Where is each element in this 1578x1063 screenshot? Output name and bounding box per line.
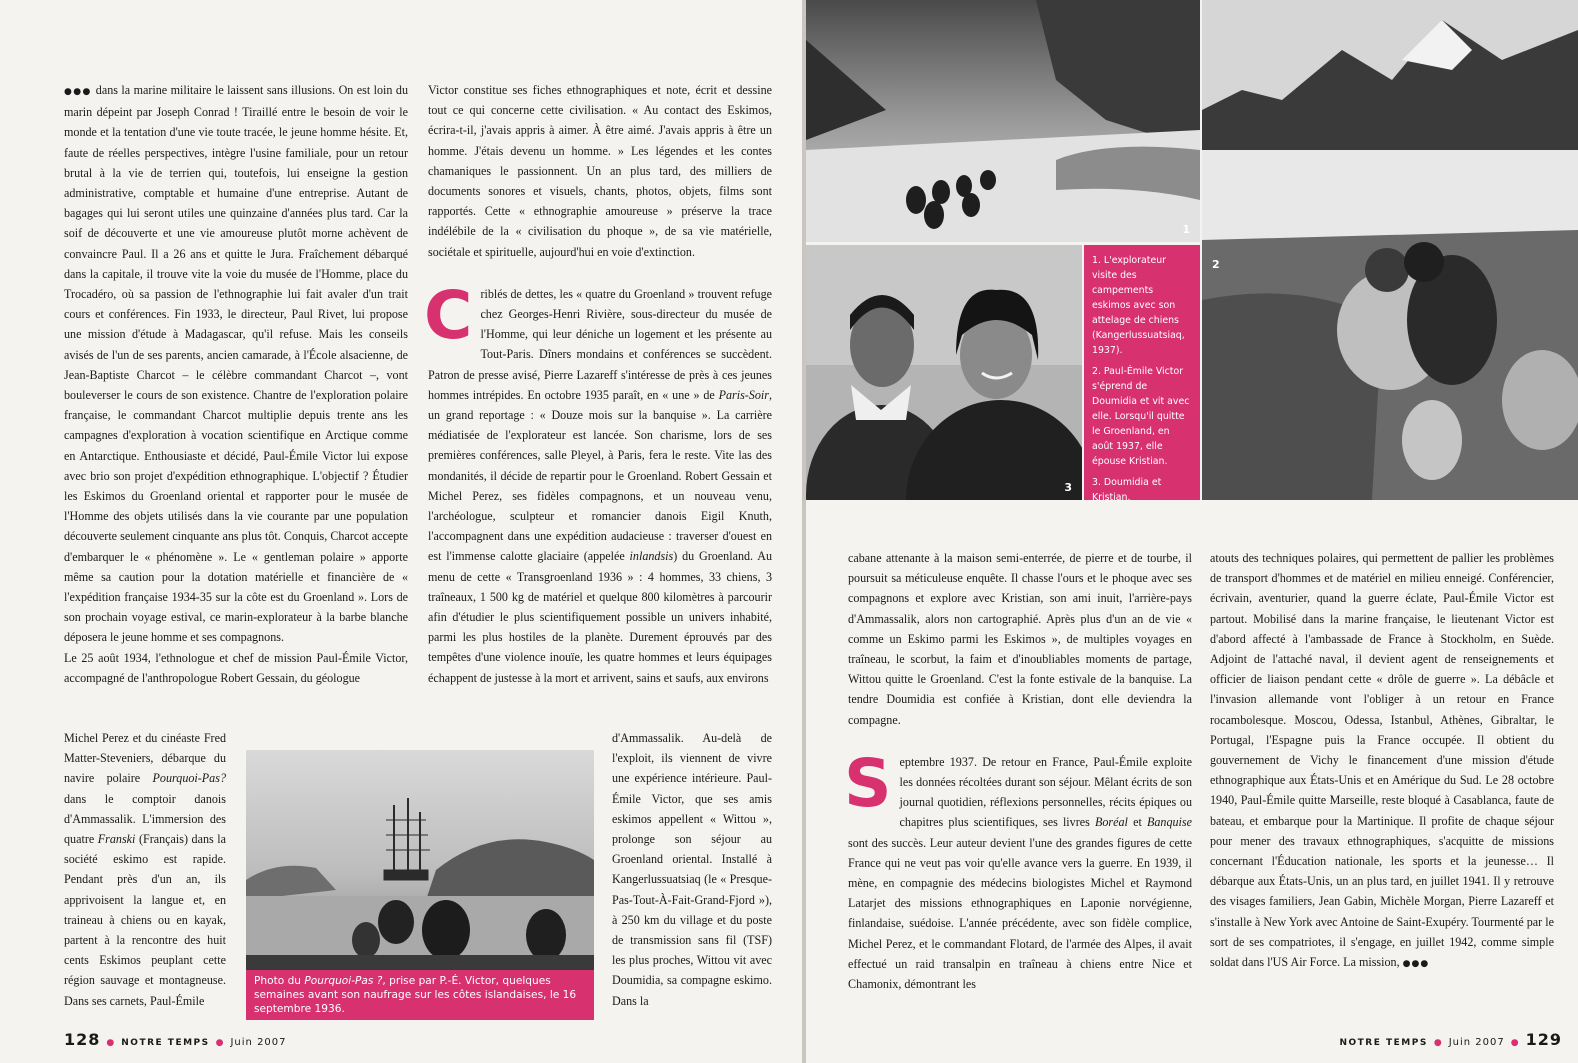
ship-photo-image (246, 750, 594, 970)
photo-3-image (806, 245, 1082, 500)
page-number: 128 (64, 1030, 101, 1049)
photo-1-image (806, 0, 1200, 242)
right-column-2 (1210, 548, 1554, 974)
left-column-1 (64, 80, 408, 688)
photo-2-couple (1202, 0, 1578, 500)
continuation-marker: ●●● (64, 87, 92, 97)
photo-number: 2 (1212, 258, 1220, 271)
magazine-name: NOTRE TEMPS (1339, 1038, 1428, 1048)
photo-3-portrait (806, 245, 1082, 500)
photo-captions-sidebar (1084, 245, 1200, 503)
right-column-1 (844, 548, 1192, 994)
issue-date: Juin 2007 (1448, 1037, 1505, 1048)
photo-1-dog-sled (806, 0, 1200, 242)
left-column-2 (424, 80, 772, 688)
paragraph: Michel Perez et du cinéaste Fred Matter-Steveniers, débarque du navire polaire Pourquoi-Pas? dans le comptoir danois d'Ammassalik. L'immersion des quatre Franski (Français) dans la société eskimo est rapide. Pendant près d'un an, ils apprivoisent la langue et, en traineau à chiens ou en kayak, partent à la rencontre des huit cents Eskimos peuplant cette région sauvage et montagneuse. Dans ses carnets, Paul-Émile (64, 731, 226, 1008)
paragraph: ●●● dans la marine militaire le laissent sans illusions. On est loin du marin dépeint par Joseph Conrad ! Tiraillé entre le besoin de voir le monde et la tentation d'une vie toute tracée, le jeune homme hésite. Et, faute de réelles perspectives, intègre l'usine familiale, pour un retour brutal à la vie de terrien qui, toutefois, lui enseigne la gestion administrative, comptable et humaine d'une entreprise. Autant de bagages qui lui seront utiles une quinzaine d'années plus tard. Car la soif de découverte et une vie amoureuse plutôt morne achèvent de convaincre Paul. Il a 26 ans et quitte le Jura. Fraîchement débarqué dans la capitale, il trouve vite la voie du musée de l'Homme, place du Trocadéro, où sa passion de l'ethnographie lui fait avaler d'un trait cours et conférences. Fin 1933, le directeur, Paul Rivet, lui propose une mission d'étude à Madagascar, qu'il refuse. Mais les conseils avisés de l'un de ses parents, ancien camarade, à l'École alsacienne, de Jean-Baptiste Charcot – le célèbre commandant Charcot –, vont bouleverser le cours de son existence. Chantre de l'exploration polaire française, le commandant Charcot multiplie depuis trente ans les campagnes d'exploration à vocation scientifique en Arctique comme en Antarctique. Enthousiaste et décidé, Paul-Émile Victor lui expose avec brio son projet d'expédition ethnographique. L'objectif ? Étudier les Eskimos du Groenland oriental et rapporter pour le musée de l'Homme des objets utilisés dans la vie courante par une population découverte seulement cinquante ans plus tôt. Conquis, Charcot accepte d'embarquer le « phénomène ». Le « gentleman polaire » apporte même sa caution pour la dotation matérielle et financière de « l'expédition française 1934-35 sur la côte est du Groenland ». Lors de son prochain voyage estival, ce marin-explorateur à la barbe blanche déposera le jeune homme et ses compagnons. (64, 83, 408, 645)
photo-number: 3 (1064, 481, 1072, 494)
ship-photo-caption: Photo du Pourquoi-Pas ?, prise par P.-É. Victor, quelques semaines avant son naufrage sur les côtes islandaises, le 16 septembre 1936. (246, 970, 594, 1020)
magazine-name: NOTRE TEMPS (121, 1038, 210, 1048)
left-folio: 128 ● NOTRE TEMPS ● Juin 2007 (64, 1030, 287, 1049)
caption-1: 1. L'explorateur visite des campements eskimos avec son attelage de chiens (Kangerlussuatsiaq, 1937). (1092, 255, 1185, 356)
ship-photo (246, 750, 594, 970)
right-folio: NOTRE TEMPS ● Juin 2007 ● 129 (1339, 1030, 1562, 1049)
photo-2-image (1202, 0, 1578, 500)
paragraph: cabane attenante à la maison semi-enterrée, de pierre et de tourbe, il poursuit sa méticuleuse enquête. Il chasse l'ours et le phoque avec ses compagnons et explore avec Kristian, son ami inuit, l'arrière-pays d'Ammassalik, alors non cartographié. Après plus d'un an de vie « comme un Eskimo parmi les Eskimos », de multiples voyages en traîneau, le scorbut, la faim et d'inoubliables moments de partage, Wittou quitte le Groenland. C'est la fonte estivale de la banquise. La tendre Doumidia est confiée à Kristian, dont elle deviendra la compagne. (848, 551, 1192, 727)
paragraph: Le 25 août 1934, l'ethnologue et chef de mission Paul-Émile Victor, accompagné de l'anthropologue Robert Gessain, du géologue (64, 650, 408, 685)
page-number: 129 (1525, 1030, 1562, 1049)
paragraph: d'Ammassalik. Au-delà de l'exploit, ils viennent de vivre une expérience intérieure. Paul-Émile Victor, que ses amis eskimos appellent « Wittou », prolonge son séjour au Groenland oriental. Installé à Kangerlussuatsiaq (le « Presque-Pas-Tout-À-Fait-Grand-Fjord »), à 250 km du village et du poste de transmission sans fil (TSF) les plus proches, Wittou vit avec Doumidia, sa compagne eskimo. Dans la (612, 731, 772, 1008)
right-page (806, 0, 1578, 1063)
paragraph: Victor constitue ses fiches ethnographiques et note, écrit et dessine tout ce qui concerne cette civilisation. « Au contact des Eskimos, écrira-t-il, j'avais appris à aimer. À être aimé. J'avais appris à être un homme. J'étais devenu un homme. » Les légendes et les contes chamaniques le passionnent. Un an plus tard, des milliers de documents sonores et visuels, chants, photos, objets, films sont rapportés. Cette « ethnographie amoureuse » préserve la trace indélébile de la « civilisation du phoque », de sa vie matérielle, sociétale et spirituelle, aujourd'hui en voie d'extinction. (428, 83, 772, 259)
paragraph: Criblés de dettes, les « quatre du Groenland » trouvent refuge chez Georges-Henri Rivière, sous-directeur du musée de l'Homme, qui leur déniche un logement et les présente au Tout-Paris. Dîners mondains et conférences se succèdent. Patron de presse avisé, Pierre Lazareff s'intéresse de près à ces jeunes hommes intrépides. En octobre 1935 paraît, en « une » de Paris-Soir, un grand reportage : « Douze mois sur la banquise ». La carrière médiatisée de l'explorateur est lancée. Son charisme, lors de ses premières conférences, salle Pleyel, à Paris, fera le reste. Vite las des mondanités, il décide de repartir pour le Groenland. Robert Gessain et Michel Perez, ses fidèles compagnons, et un nouveau venu, l'archéologue, sculpteur et romancier danois Eigil Knuth, l'accompagnent dans une expédition audacieuse : traverser d'ouest en est l'immense calotte glaciaire (appelée inlandsis) du Groenland. Au menu de cette « Transgroenland 1936 » : 4 hommes, 33 chiens, 3 traîneaux, 1 500 kg de matériel et quelque 800 kilomètres à parcourir afin d'étudier le plus scientifiquement possible un univers inhabité, parmi les plus hostiles de la planète. Durement éprouvés par des tempêtes d'une violence inouïe, les quatre hommes et leurs équipages échappent de justesse à la mort et arrivent, sains et saufs, aux environs (424, 276, 772, 685)
left-column-1-lower (64, 728, 226, 1011)
continues-marker: ●●● (1402, 959, 1430, 970)
left-column-2-lower (612, 728, 772, 1011)
caption-2: 2. Paul-Émile Victor s'éprend de Doumidia et vit avec elle. Lorsqu'il quitte le Groenland, en août 1937, elle épouse Kristian. (1092, 366, 1190, 467)
drop-cap: S (844, 744, 892, 822)
paragraph: atouts des techniques polaires, qui permettent de pallier les problèmes de transport d'hommes et de matériel en milieu enneigé. Conférencier, écrivain, aventurier, quand la guerre éclate, Paul-Émile Victor est partout. Mobilisé dans la marine française, le lieutenant Victor est d'abord affecté à l'ambassade de France à Stockholm, en Suède. Adjoint de l'attaché naval, il devient agent de renseignements et officier de liaison pendant cette « drôle de guerre ». La débâcle et l'invasion allemande vont l'obliger à un retour en France rocambolesque. Moscou, Odessa, Istanbul, Athènes, Gibraltar, le Portugal, l'Espagne puis la France occupée. Il obtient du gouvernement de Vichy le financement d'une mission d'étude ethnographique aux États-Unis et en Amérique du Sud. Le 28 octobre 1940, Paul-Émile quitte Marseille, reste bloqué à Casablanca, faute de bateau, et embarque pour la Martinique. Il profite de chaque séjour pour mener des travaux ethnographiques, s'acquitte de missions concernant l'Éducation nationale, les sports et la jeunesse… Il débarque aux États-Unis, un an plus tard, en juillet 1941. Il y retrouve des visages familiers, Jean Gabin, Michèle Morgan, Pierre Lazareff et s'installe à New York avec Antoine de Saint-Exupéry. Tourmenté par le sort de ses compatriotes, il s'engage, en juillet 1942, comme simple soldat dans l'US Air Force. La mission, ●●● (1210, 551, 1554, 970)
photo-number: 1 (1182, 223, 1190, 236)
caption-3: 3. Doumidia et Kristian. (1092, 477, 1162, 503)
paragraph: Septembre 1937. De retour en France, Paul-Émile exploite les données récoltées durant son séjour. Mêlant écrits de son journal quotidien, réflexions personnelles, récits épiques ou chapitres plus scientifiques, ses livres Boréal et Banquise sont des succès. Leur auteur devient l'une des grandes figures de cette France qui ne veut pas voir qu'elle avance vers la guerre. En 1939, il mène, en compagnie des médecins biologistes Michel et Raymond Latarjet des missions ethnographiques en Laponie norvégienne, finlandaise, suédoise. L'année précédente, avec son fidèle complice, Michel Perez, et le commandant Flotard, de l'armée des Alpes, il avait effectué un raid transalpin en traîneau à chiens entre Nice et Chamonix, démontrant les (844, 744, 1192, 992)
issue-date: Juin 2007 (230, 1037, 287, 1048)
drop-cap: C (424, 276, 473, 354)
